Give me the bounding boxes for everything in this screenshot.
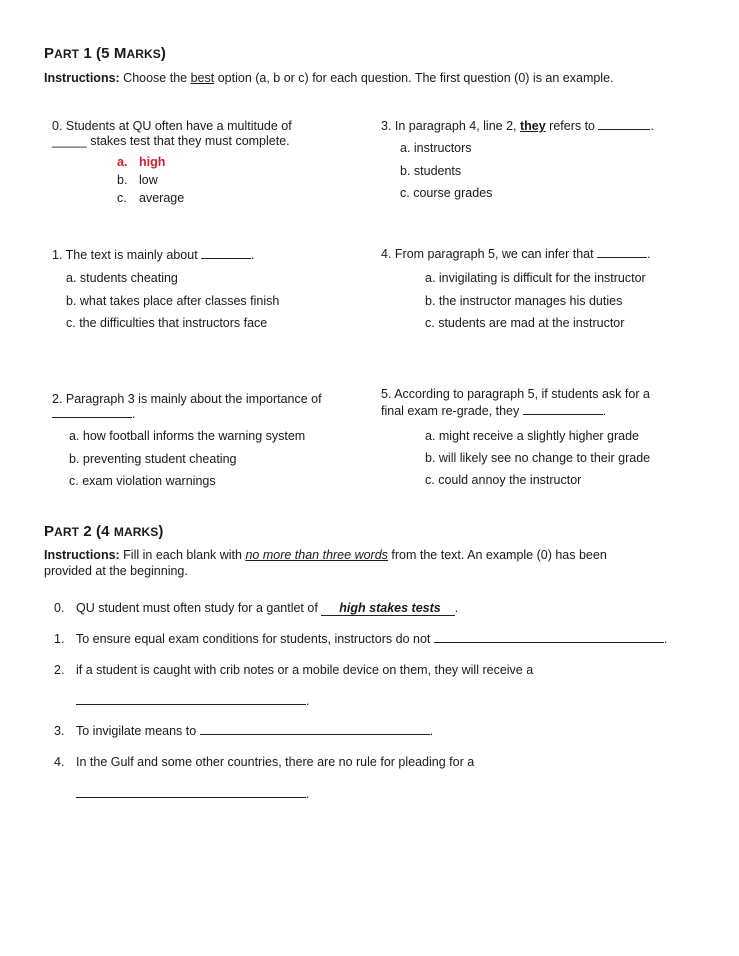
question-text: 1. The text is mainly about — [52, 248, 202, 262]
period: . — [251, 248, 255, 262]
item-number: 2. — [54, 663, 65, 677]
period: . — [429, 724, 434, 738]
answer-blank[interactable] — [598, 118, 650, 130]
question-5-line2 — [381, 403, 606, 420]
question-0-line2 — [52, 133, 290, 150]
part2-instructions-line2: provided at the beginning. — [44, 564, 188, 578]
answer-blank[interactable] — [76, 786, 306, 798]
instructions-emphasis: no more than three words — [245, 548, 388, 562]
part2-title-first: P — [44, 523, 55, 540]
part2-title-sc2: MARKS — [113, 525, 159, 539]
instructions-text: option (a, b or c) for each question. The first question (0) is an example. — [214, 71, 614, 85]
part1-title-end: ) — [160, 45, 166, 62]
fill-item-4 — [54, 754, 474, 771]
item-text: To ensure equal exam conditions for students, instructors do not — [76, 632, 434, 646]
option-letter: b. — [117, 173, 128, 187]
part1-title-sc1: ART — [54, 47, 80, 61]
instructions-label: Instructions: — [44, 71, 120, 85]
option-2b: b. preventing student cheating — [69, 452, 237, 466]
fill-item-2-blank-line — [76, 693, 309, 710]
part1-title-sc2: ARKS — [126, 47, 161, 61]
option-2a: a. how football informs the warning system — [69, 429, 306, 443]
option-2c: c. exam violation warnings — [69, 474, 216, 488]
period: . — [132, 407, 136, 421]
question-5-line1: 5. According to paragraph 5, if students ask for a — [381, 387, 650, 401]
option-5a: a. might receive a slightly higher grade — [425, 429, 640, 443]
question-text: refers to — [545, 119, 599, 133]
item-number: 3. — [54, 724, 65, 738]
example-answer-blank — [321, 602, 454, 616]
option-letter: a. — [117, 155, 128, 169]
period: . — [454, 601, 459, 615]
question-emphasis: they — [519, 119, 546, 133]
question-0-line1: 0. Students at QU often have a multitude of — [52, 119, 292, 133]
option-1c: c. the difficulties that instructors face — [66, 316, 268, 330]
item-text: In the Gulf and some other countries, there are no rule for pleading for a — [76, 755, 475, 769]
answer-blank[interactable] — [597, 246, 647, 258]
answer-blank[interactable] — [201, 247, 251, 259]
part2-title-end: ) — [158, 523, 164, 540]
instructions-text: Choose the — [119, 71, 191, 85]
fill-item-3 — [54, 723, 433, 740]
option-5b: b. will likely see no change to their grade — [425, 451, 651, 465]
part1-title-first: P — [44, 45, 55, 62]
answer-blank[interactable] — [200, 723, 430, 735]
fill-item-4-blank-line — [76, 786, 309, 803]
item-text: if a student is caught with crib notes or a mobile device on them, they will receive a — [76, 663, 534, 677]
answer-blank[interactable] — [434, 631, 664, 643]
answer-blank[interactable] — [52, 406, 132, 418]
instructions-text: from the text. An example (0) has been — [387, 548, 607, 562]
part1-instructions — [44, 71, 614, 85]
option-0c — [117, 191, 184, 205]
period: . — [306, 694, 310, 708]
period: . — [647, 247, 651, 261]
period: . — [650, 119, 654, 133]
period: . — [602, 404, 607, 418]
part1-title — [44, 45, 166, 62]
answer-blank[interactable] — [523, 403, 603, 415]
fill-item-2 — [54, 662, 533, 679]
option-0a — [117, 155, 165, 169]
option-0b — [117, 173, 158, 187]
question-text: final exam re-grade, they — [381, 404, 523, 418]
item-number: 0. — [54, 601, 65, 615]
question-0-line2-text: stakes test that they must complete. — [86, 134, 290, 148]
item-text: To invigilate means to — [76, 724, 200, 738]
item-number: 4. — [54, 755, 65, 769]
answer-blank[interactable] — [76, 693, 306, 705]
item-text: QU student must often study for a gantlet of — [76, 601, 322, 615]
option-text: average — [139, 191, 185, 205]
option-text: low — [139, 173, 158, 187]
part2-instructions — [44, 548, 607, 562]
instructions-text: Fill in each blank with — [119, 548, 246, 562]
question-text: 4. From paragraph 5, we can infer that — [381, 247, 598, 261]
option-letter: c. — [117, 191, 127, 205]
period: . — [306, 787, 310, 801]
part2-title-mid: 2 (4 — [79, 523, 114, 540]
question-4-stem — [381, 246, 651, 263]
option-4b: b. the instructor manages his duties — [425, 294, 623, 308]
question-2-line2 — [52, 406, 135, 423]
fill-item-0 — [54, 600, 458, 617]
option-3c: c. course grades — [400, 186, 493, 200]
question-3-stem — [381, 118, 654, 135]
question-1-stem — [52, 247, 255, 264]
option-1b: b. what takes place after classes finish — [66, 294, 280, 308]
option-4c: c. students are mad at the instructor — [425, 316, 625, 330]
item-number: 1. — [54, 632, 65, 646]
option-text: high — [139, 155, 166, 169]
example-answer: high stakes tests — [339, 601, 441, 615]
option-5c: c. could annoy the instructor — [425, 473, 582, 487]
fill-item-1 — [54, 631, 667, 648]
instructions-emphasis: best — [190, 71, 215, 85]
option-4a: a. invigilating is difficult for the instructor — [425, 271, 646, 285]
option-3a: a. instructors — [400, 141, 472, 155]
part2-title-sc1: ART — [54, 525, 80, 539]
option-1a: a. students cheating — [66, 271, 178, 285]
part1-title-mid: 1 (5 M — [79, 45, 127, 62]
question-2-line1: 2. Paragraph 3 is mainly about the importance of — [52, 392, 322, 406]
question-text: 3. In paragraph 4, line 2, — [381, 119, 520, 133]
instructions-label: Instructions: — [44, 548, 120, 562]
part2-title — [44, 523, 163, 540]
option-3b: b. students — [400, 164, 462, 178]
blank: _____ — [52, 134, 87, 148]
period: . — [663, 632, 668, 646]
